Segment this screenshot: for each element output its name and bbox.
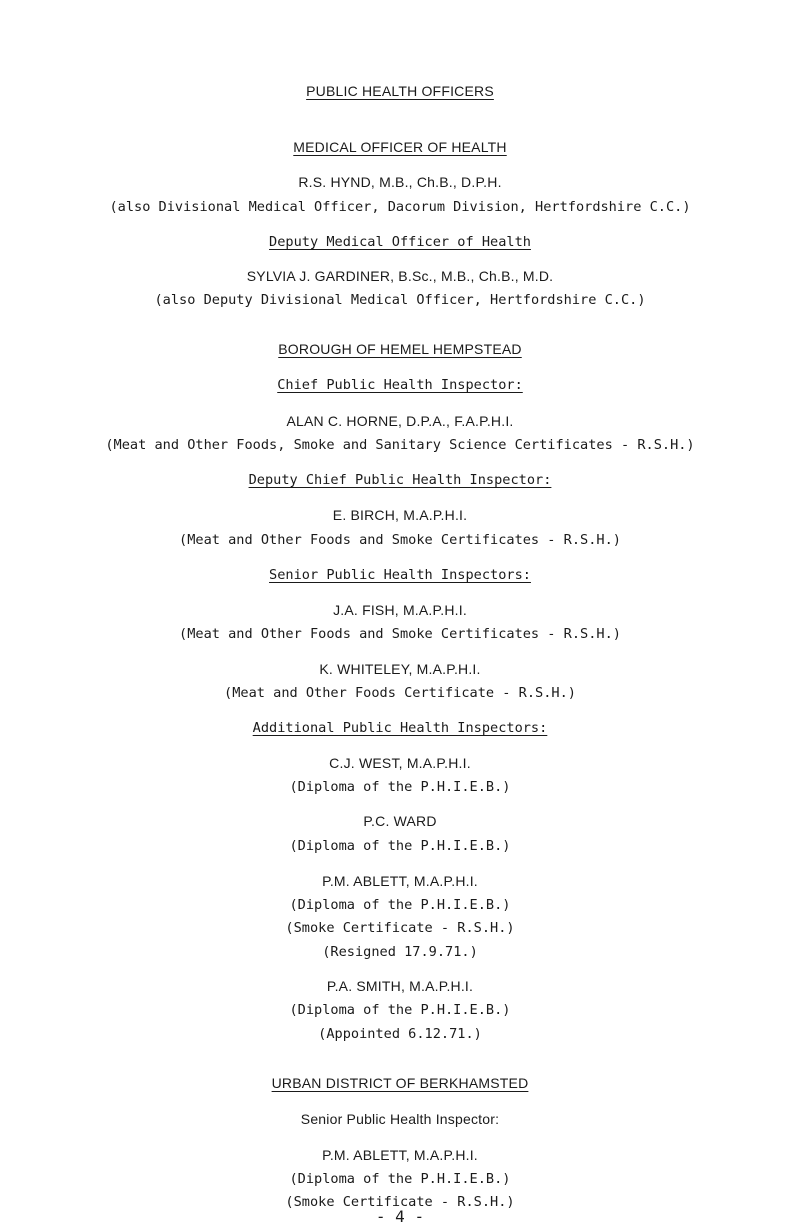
additional-inspector-4-name: P.A. SMITH, M.A.P.H.I.	[326, 978, 474, 994]
deputy-chief-name: E. BIRCH, M.A.P.H.I.	[332, 507, 468, 523]
additional-inspector-4-note-1: (Diploma of the P.H.I.E.B.)	[289, 1002, 511, 1018]
page-number: - 4 -	[375, 1207, 425, 1226]
deputy-chief-note: (Meat and Other Foods and Smoke Certificates - R.S.H.)	[179, 532, 621, 548]
additional-inspector-3-note-3: (Resigned 17.9.71.)	[322, 944, 478, 960]
berkhamsted-inspector-note-1: (Diploma of the P.H.I.E.B.)	[289, 1171, 511, 1187]
deputy-moh-heading: Deputy Medical Officer of Health	[269, 234, 531, 250]
senior-inspector-1-name: J.A. FISH, M.A.P.H.I.	[333, 602, 467, 618]
additional-inspector-3-note-1: (Diploma of the P.H.I.E.B.)	[289, 897, 511, 913]
senior-inspector-2-name: K. WHITELEY, M.A.P.H.I.	[319, 661, 481, 677]
additional-inspector-4-note-2: (Appointed 6.12.71.)	[318, 1026, 482, 1042]
berkhamsted-senior-heading: Senior Public Health Inspector:	[300, 1111, 500, 1127]
deputy-moh-note: (also Deputy Divisional Medical Officer, Hertfordshire C.C.)	[154, 292, 646, 308]
moh-name: R.S. HYND, M.B., Ch.B., D.P.H.	[298, 174, 502, 190]
deputy-moh-name: SYLVIA J. GARDINER, B.Sc., M.B., Ch.B., M.D.	[246, 268, 554, 284]
additional-inspector-3-note-2: (Smoke Certificate - R.S.H.)	[285, 920, 515, 936]
moh-heading: MEDICAL OFFICER OF HEALTH	[293, 139, 507, 155]
chief-inspector-heading: Chief Public Health Inspector:	[277, 377, 523, 393]
chief-inspector-name: ALAN C. HORNE, D.P.A., F.A.P.H.I.	[286, 413, 514, 429]
hemel-heading: BOROUGH OF HEMEL HEMPSTEAD	[278, 341, 522, 357]
additional-inspector-1-note: (Diploma of the P.H.I.E.B.)	[289, 779, 511, 795]
senior-inspector-1-note: (Meat and Other Foods and Smoke Certificates - R.S.H.)	[179, 626, 621, 642]
senior-inspectors-heading: Senior Public Health Inspectors:	[269, 567, 531, 583]
page-title: PUBLIC HEALTH OFFICERS	[306, 83, 494, 99]
berkhamsted-inspector-name: P.M. ABLETT, M.A.P.H.I.	[322, 1147, 478, 1163]
additional-inspector-2-name: P.C. WARD	[363, 813, 437, 829]
additional-inspector-1-name: C.J. WEST, M.A.P.H.I.	[329, 755, 471, 771]
berkhamsted-inspector-note-2: (Smoke Certificate - R.S.H.)	[285, 1194, 515, 1210]
senior-inspector-2-note: (Meat and Other Foods Certificate - R.S.H.)	[224, 685, 576, 701]
additional-inspector-2-note: (Diploma of the P.H.I.E.B.)	[289, 838, 511, 854]
chief-inspector-note: (Meat and Other Foods, Smoke and Sanitary Science Certificates - R.S.H.)	[105, 437, 695, 453]
moh-note: (also Divisional Medical Officer, Dacorum Division, Hertfordshire C.C.)	[109, 199, 691, 215]
berkhamsted-heading: URBAN DISTRICT OF BERKHAMSTED	[271, 1075, 529, 1091]
additional-inspectors-heading: Additional Public Health Inspectors:	[252, 720, 548, 736]
additional-inspector-3-name: P.M. ABLETT, M.A.P.H.I.	[322, 873, 478, 889]
deputy-chief-heading: Deputy Chief Public Health Inspector:	[248, 472, 552, 488]
